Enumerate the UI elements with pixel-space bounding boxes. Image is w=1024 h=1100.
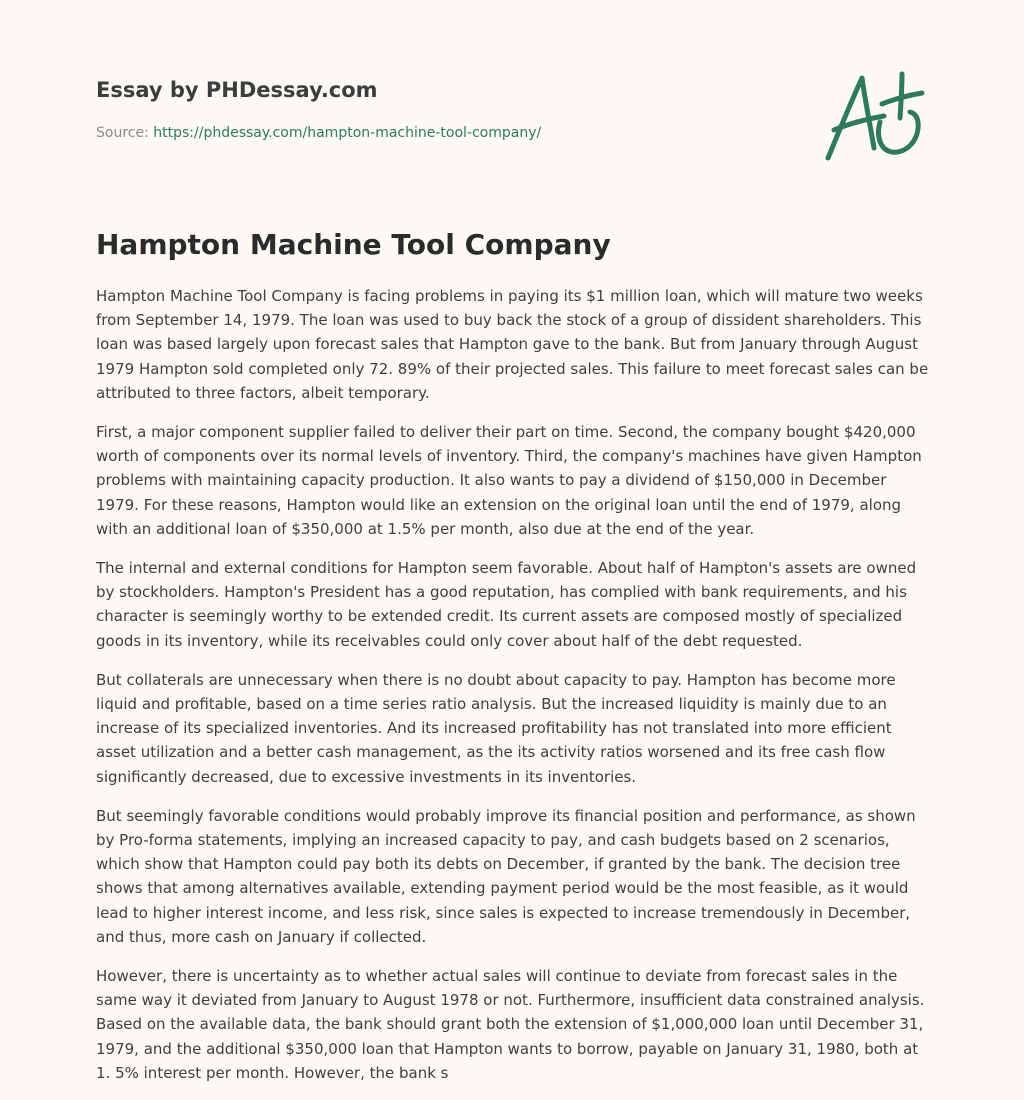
page-header [96,76,796,141]
a-plus-logo-icon [818,64,930,168]
paragraph: The internal and external conditions for Hampton seem favorable. About half of Hampton's assets are owned by stockholders. Hampton's President has a good reputation, has complied with bank requirements, and his character is seemingly worthy to be extended credit. Its current assets are composed mostly of specialized goods in its inventory, while its receivables could only cover about half of the debt requested. [96,559,917,650]
site-brand: Essay by PHDessay.com [96,78,378,102]
source-label: Source: [96,125,149,141]
article-body [96,284,932,1100]
paragraph: But collaterals are unnecessary when there is no doubt about capacity to pay. Hampton has become more liquid and profitable, based on a time series ratio analysis. But the increased liquidity is mainly due to an increase of its specialized inventories. And its increased profitability has not translated into more efficient asset utilization and a better cash management, as the its activity ratios worsened and its free cash flow significantly decreased, due to excessive investments in its inventories. [96,670,896,786]
paragraph: First, a major component supplier failed to deliver their part on time. Second, the company bought $420,000 worth of components over its normal levels of inventory. Third, the company's machines have given Hampton problems with maintaining capacity production. It also wants to pay a dividend of $150,000 in December 1979. For these reasons, Hampton would like an extension on the original loan until the end of 1979, along with an additional loan of $350,000 at 1.5% per month, also due at the end of the year. [96,423,922,538]
paragraph: However, there is uncertainty as to whether actual sales will continue to deviate from forecast sales in the same way it deviated from January to August 1978 or not. Furthermore, insufficient data constrained analysis. Based on the available data, the bank should grant both the extension of $1,000,000 loan until December 31, 1979, and the additional $350,000 loan that Hampton wants to borrow, payable on January 31, 1980, both at 1. 5% interest per month. However, the bank s [96,967,925,1082]
source-line [96,124,541,142]
article-title: Hampton Machine Tool Company [96,228,611,261]
paragraph: Hampton Machine Tool Company is facing problems in paying its $1 million loan, which will mature two weeks from September 14, 1979. The loan was used to buy back the stock of a group of dissident shareholders. This loan was based largely upon forecast sales that Hampton gave to the bank. But from January through August 1979 Hampton sold completed only 72. 89% of their projected sales. This failure to meet forecast sales can be attributed to three factors, albeit temporary. [96,287,929,402]
paragraph: But seemingly favorable conditions would probably improve its financial position and performance, as shown by Pro-forma statements, implying an increased capacity to pay, and cash budgets based on 2 scenarios, which show that Hampton could pay both its debts on December, if granted by the bank. The decision tree shows that among alternatives available, extending payment period would be the most feasible, as it would lead to higher interest income, and less risk, since sales is expected to increase tremendously in December, and thus, more cash on January if collected. [96,806,916,946]
source-link[interactable]: https://phdessay.com/hampton-machine-tool-company/ [153,125,542,141]
